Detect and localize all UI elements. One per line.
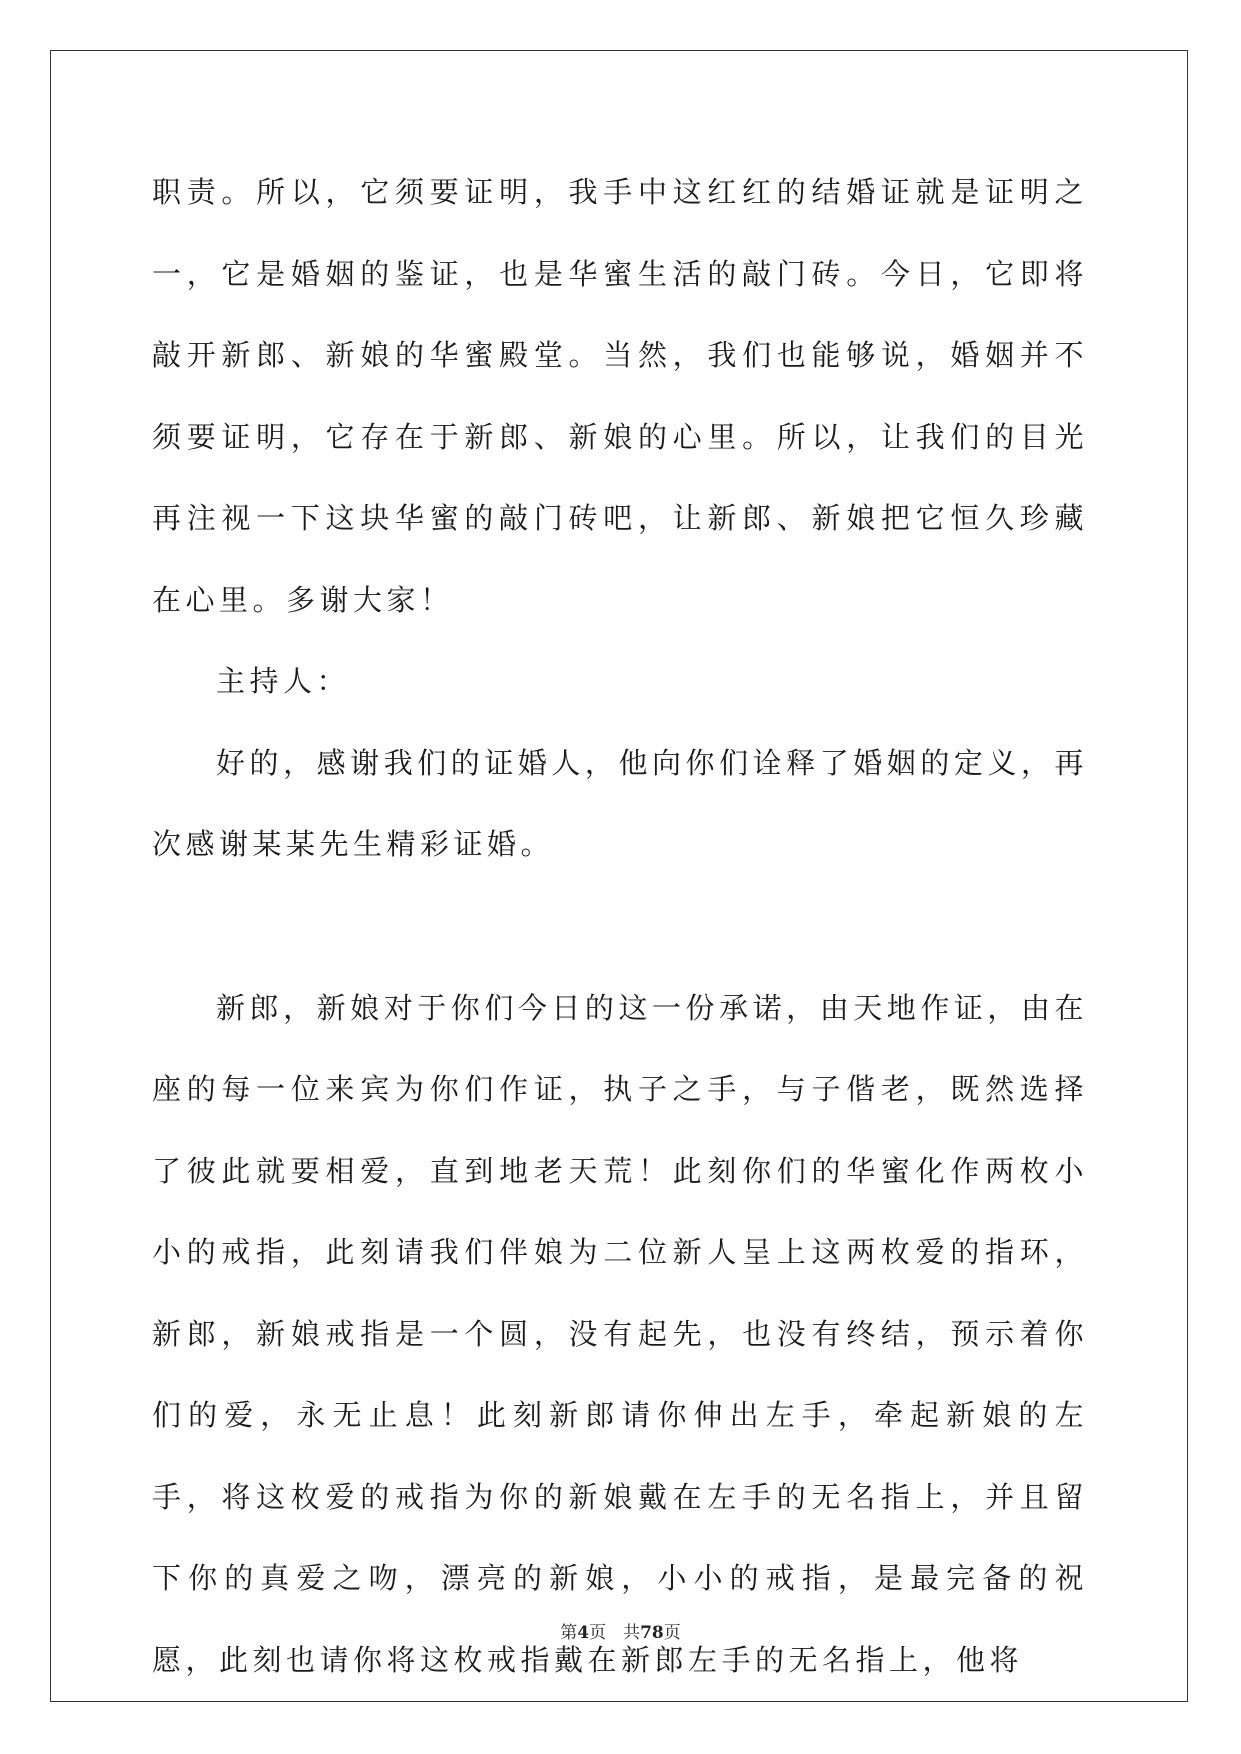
paragraph-host-label: 主持人： (216, 664, 351, 698)
document-body (152, 152, 1088, 1701)
footer-prefix: 第 (560, 1623, 578, 1643)
paragraph-spacer (152, 886, 1088, 968)
footer-total-pages: 78 (640, 1623, 664, 1643)
footer-suffix: 页 (663, 1623, 681, 1643)
footer-mid: 页 共 (589, 1623, 641, 1643)
footer-page-number: 4 (577, 1623, 590, 1643)
paragraph-host-thanks: 好的，感谢我们的证婚人，他向你们诠释了婚姻的定义，再次感谢某某先生精彩证婚。 (152, 745, 1088, 861)
paragraph-ring-ceremony: 新郎，新娘对于你们今日的这一份承诺，由天地作证，由在座的每一位来宾为你们作证，执子之手，与子偕老，既然选择了彼此就要相爱，直到地老天荒！此刻你们的华蜜化作两枚小小的戒指，此刻请我们伴娘为二位新人呈上这两枚爱的指环，新郎，新娘戒指是一个圆，没有起先，也没有终结，预示着你们的爱，永无止息！此刻新郎请你伸出左手，牵起新娘的左手，将这枚爱的戒指为你的新娘戴在左手的无名指上，并且留下你的真爱之吻，漂亮的新娘，小小的戒指，是最完备的祝愿，此刻也请你将这枚戒指戴在新郎左手的无名指上，他将 (152, 990, 1088, 1677)
paragraph-continuation: 职责。所以，它须要证明，我手中这红红的结婚证就是证明之一，它是婚姻的鉴证，也是华蜜生活的敲门砖。今日，它即将敲开新郎、新娘的华蜜殿堂。当然，我们也能够说，婚姻并不须要证明，它存在于新郎、新娘的心里。所以，让我们的目光再注视一下这块华蜜的敲门砖吧，让新郎、新娘把它恒久珍藏在心里。多谢大家！ (152, 175, 1088, 617)
page-footer (0, 1618, 1241, 1643)
